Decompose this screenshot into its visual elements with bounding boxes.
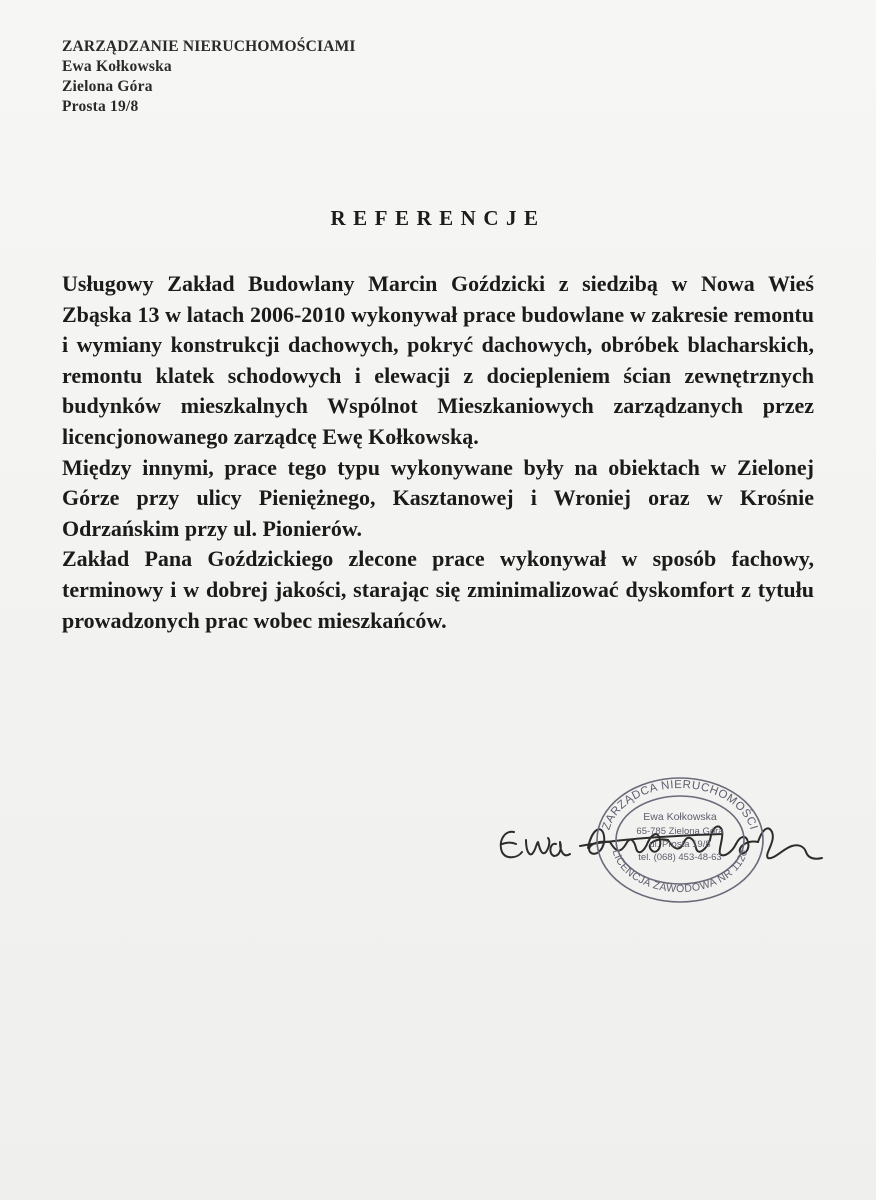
sender-name: Ewa Kołkowska <box>62 58 172 75</box>
official-stamp <box>594 774 766 904</box>
document-title: REFERENCJE <box>330 206 546 230</box>
body-paragraph-1: Usługowy Zakład Budowlany Marcin Goździcki z siedzibą w Nowa Wieś Zbąska 13 w latach 2006-2010 wykonywał prace budowlane w zakresie remontu i wymiany konstrukcji dachowych, pokryć dachowych, obróbek blacharskich, remontu klatek schodowych i elewacji z dociepleniem ścian zewnętrznych budynków mieszkalnych Wspólnot Mieszkaniowych zarządzanych przez licencjonowanego zarządcę Ewę Kołkowską. <box>62 271 814 449</box>
sender-street: Prosta 19/8 <box>62 98 139 115</box>
stamp-address-1: 65-785 Zielona Góra <box>636 826 724 837</box>
body-paragraph-2: Między innymi, prace tego typu wykonywane były na obiektach w Zielonej Górze przy ulicy Pieniężnego, Kasztanowej i Wroniej oraz w Krośnie Odrzańskim przy ul. Pionierów. <box>62 454 814 541</box>
document-body <box>62 269 814 636</box>
sender-company: ZARZĄDZANIE NIERUCHOMOŚCIAMI <box>62 38 356 55</box>
stamp-phone: tel. (068) 453-48-63 <box>638 852 722 863</box>
sender-block <box>62 37 356 117</box>
sender-city: Zielona Góra <box>62 78 153 95</box>
stamp-ring-bottom: LICENCJA ZAWODOWA NR 1120 <box>609 848 751 896</box>
stamp-address-2: ul. Prosta 19/8 <box>649 839 711 850</box>
stamp-ring-top: ZARZĄDCA NIERUCHOMOŚCI <box>600 778 760 832</box>
stamp-name: Ewa Kołkowska <box>643 811 717 823</box>
body-paragraph-3: Zakład Pana Goździckiego zlecone prace wykonywał w sposób fachowy, terminowy i w dobrej jakości, starając się zminimalizować dyskomfort z tytułu prowadzonych prac wobec mieszkańców. <box>62 546 814 633</box>
